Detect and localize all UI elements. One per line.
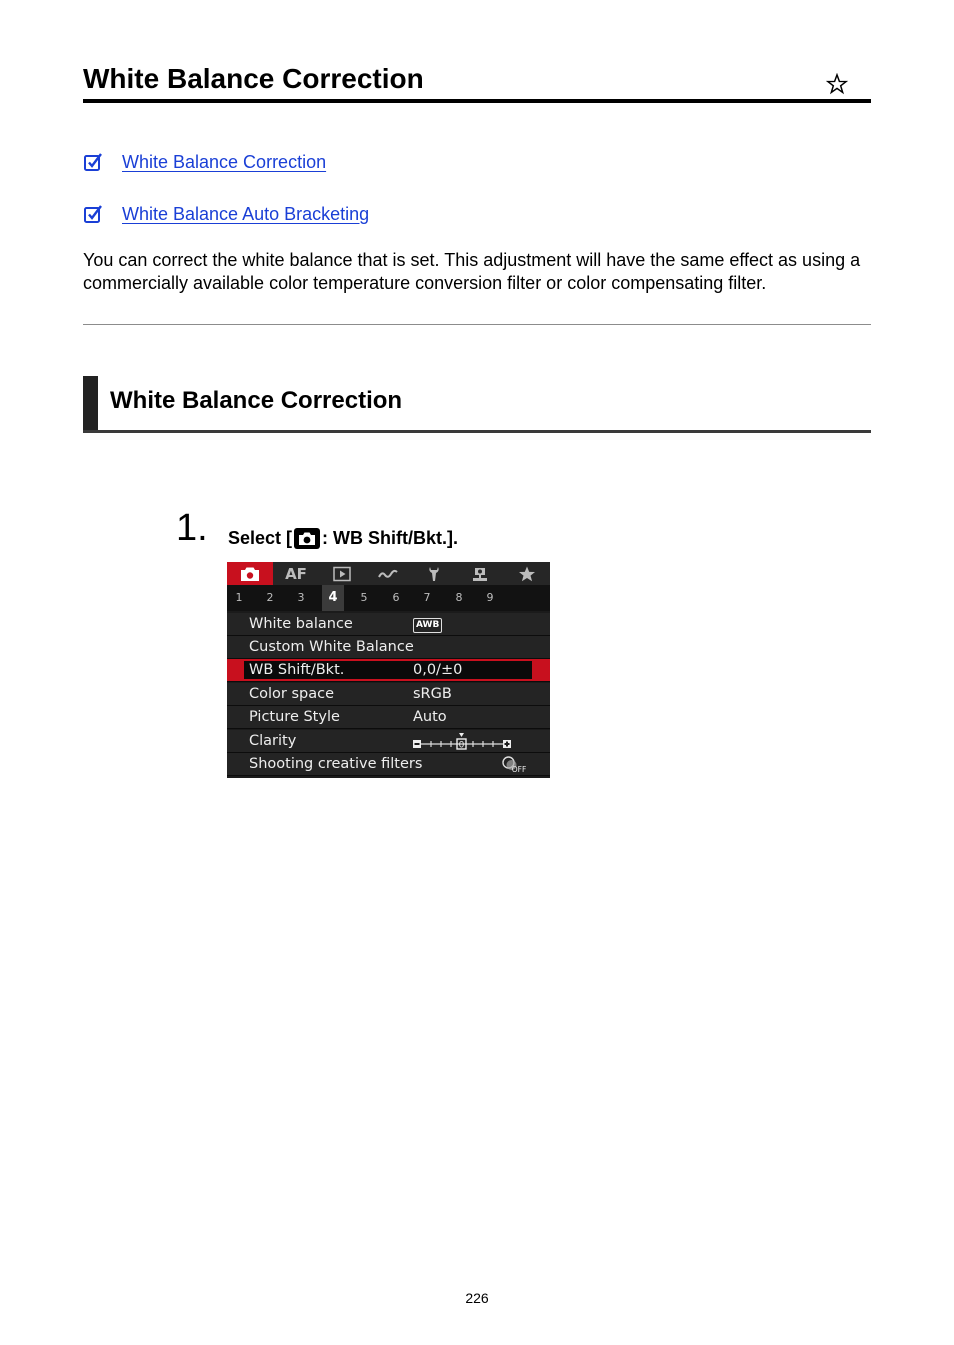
divider — [83, 324, 871, 325]
title-rule — [83, 99, 871, 103]
tab-af[interactable] — [273, 562, 319, 585]
menu-row-label: Shooting creative filters — [249, 756, 423, 772]
menu-row-label: Color space — [249, 686, 335, 702]
page-3[interactable]: 3 — [297, 591, 305, 604]
page-7[interactable]: 7 — [423, 591, 431, 604]
tab-wireless[interactable] — [365, 562, 411, 585]
section-title: White Balance Correction — [110, 387, 403, 414]
menu-row-color-space[interactable] — [227, 683, 550, 706]
page-2[interactable]: 2 — [266, 591, 274, 604]
menu-row-picture-style[interactable] — [227, 706, 550, 729]
menu-row-wb-shift[interactable] — [227, 659, 550, 682]
page-4[interactable]: 4 — [322, 585, 344, 611]
menu-row-white-balance[interactable] — [227, 613, 550, 636]
step-instruction — [228, 528, 458, 549]
custom-functions-icon — [470, 566, 490, 582]
tab-shooting[interactable] — [227, 562, 273, 585]
menu-tabs — [227, 562, 550, 585]
step-text-before: Select [ — [228, 528, 293, 548]
toc-item[interactable] — [83, 150, 326, 174]
step-number: 1. — [176, 507, 208, 549]
check-square-icon — [83, 204, 103, 224]
menu-page-numbers — [227, 585, 550, 611]
awb-badge: AWB — [413, 618, 442, 633]
tab-custom-functions[interactable] — [457, 562, 503, 585]
intro-paragraph: You can correct the white balance that is set. This adjustment will have the same effect as using a commercially available color temperature conversion filter or color compensating filter. — [83, 250, 861, 293]
menu-row-value: 0,0/±0 — [413, 662, 463, 678]
section-rule — [83, 430, 871, 433]
star-outline-icon — [826, 73, 848, 95]
step-text-after: : WB Shift/Bkt.]. — [322, 528, 459, 548]
menu-row-value: Auto — [413, 709, 447, 725]
clarity-value: 0 — [458, 740, 465, 750]
section-heading — [83, 376, 871, 433]
filter-off-text: OFF — [511, 765, 526, 773]
wireless-icon — [378, 566, 398, 582]
page-title: White Balance Correction — [83, 63, 424, 94]
page-8[interactable]: 8 — [455, 591, 463, 604]
toc-link-wb-correction[interactable]: White Balance Correction — [122, 151, 327, 172]
tab-playback[interactable] — [319, 562, 365, 585]
menu-row-label: Custom White Balance — [249, 639, 414, 655]
page-1[interactable]: 1 — [235, 591, 243, 604]
camera-icon — [294, 528, 320, 549]
menu-row-label: Picture Style — [249, 709, 340, 725]
menu-row-label: Clarity — [249, 733, 297, 749]
wrench-icon — [424, 566, 444, 582]
star-icon — [517, 566, 537, 582]
menu-row-label: White balance — [249, 616, 353, 632]
page-9[interactable]: 9 — [486, 591, 494, 604]
clarity-scale-icon — [413, 733, 513, 750]
toc-link-wb-bracketing[interactable]: White Balance Auto Bracketing — [122, 203, 370, 224]
playback-icon — [332, 566, 352, 582]
page-number: 226 — [465, 1290, 489, 1306]
page-6[interactable]: 6 — [392, 591, 400, 604]
tab-setup[interactable] — [411, 562, 457, 585]
page-5[interactable]: 5 — [360, 591, 368, 604]
check-square-icon — [83, 152, 103, 172]
menu-row-creative-filters[interactable] — [227, 753, 550, 776]
camera-menu-screenshot — [227, 562, 550, 778]
menu-row-label: WB Shift/Bkt. — [249, 662, 345, 678]
camera-icon — [240, 566, 260, 582]
tab-af-label: AF — [285, 564, 307, 583]
section-bar — [83, 376, 98, 433]
menu-row-value: sRGB — [413, 686, 452, 702]
toc-item[interactable] — [83, 202, 369, 226]
filter-off-icon — [502, 756, 526, 773]
menu-row-clarity[interactable] — [227, 730, 550, 753]
tab-my-menu[interactable] — [504, 562, 550, 585]
menu-row-custom-wb[interactable] — [227, 636, 550, 659]
